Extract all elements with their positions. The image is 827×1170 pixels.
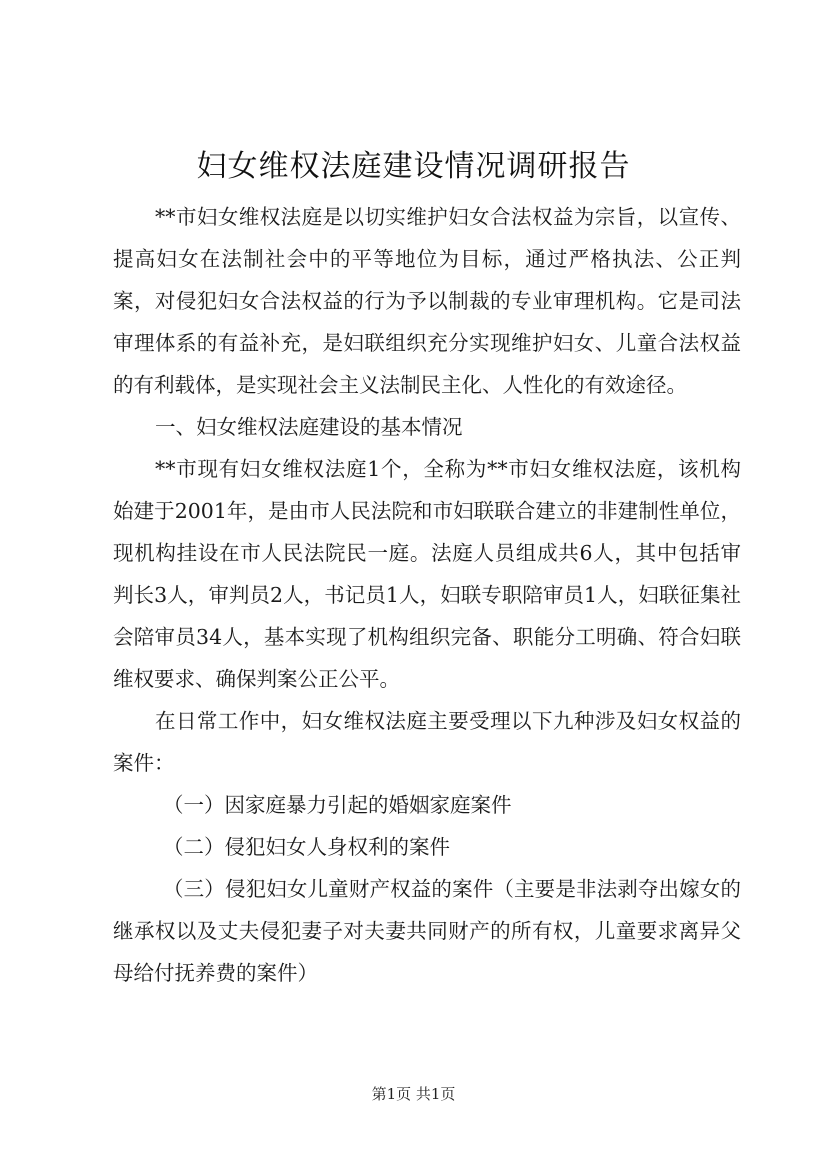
page-footer: 第1页 共1页 <box>371 1085 456 1103</box>
list-item-case-3: （三）侵犯妇女儿童财产权益的案件（主要是非法剥夺出嫁女的继承权以及丈夫侵犯妻子对夫妻共同财产的所有权，儿童要求离异父母给付抚养费的案件） <box>113 877 741 985</box>
document-title: 妇女维权法庭建设情况调研报告 <box>196 149 631 184</box>
document-body <box>113 196 741 994</box>
list-item-case-1: （一）因家庭暴力引起的婚姻家庭案件 <box>163 793 512 817</box>
paragraph-case-types: 在日常工作中，妇女维权法庭主要受理以下九种涉及妇女权益的案件： <box>113 709 741 775</box>
paragraph-intro: **市妇女维权法庭是以切实维护妇女合法权益为宗旨，以宣传、提高妇女在法制社会中的平等地位为目标，通过严格执法、公正判案，对侵犯妇女合法权益的行为予以制裁的专业审理机构。它是司法审理体系的有益补充，是妇联组织充分实现维护妇女、儿童合法权益的有利载体，是实现社会主义法制民主化、人性化的有效途径。 <box>113 205 741 397</box>
list-item-case-2: （二）侵犯妇女人身权利的案件 <box>163 835 450 859</box>
paragraph-basic-situation: **市现有妇女维权法庭1个，全称为**市妇女维权法庭，该机构始建于2001年，是由市人民法院和市妇联联合建立的非建制性单位，现机构挂设在市人民法院民一庭。法庭人员组成共6人，其中包括审判长3人，审判员2人，书记员1人，妇联专职陪审员1人，妇联征集社会陪审员34人，基本实现了机构组织完备、职能分工明确、符合妇联维权要求、确保判案公正公平。 <box>113 457 741 691</box>
section-heading-1: 一、妇女维权法庭建设的基本情况 <box>155 415 463 439</box>
